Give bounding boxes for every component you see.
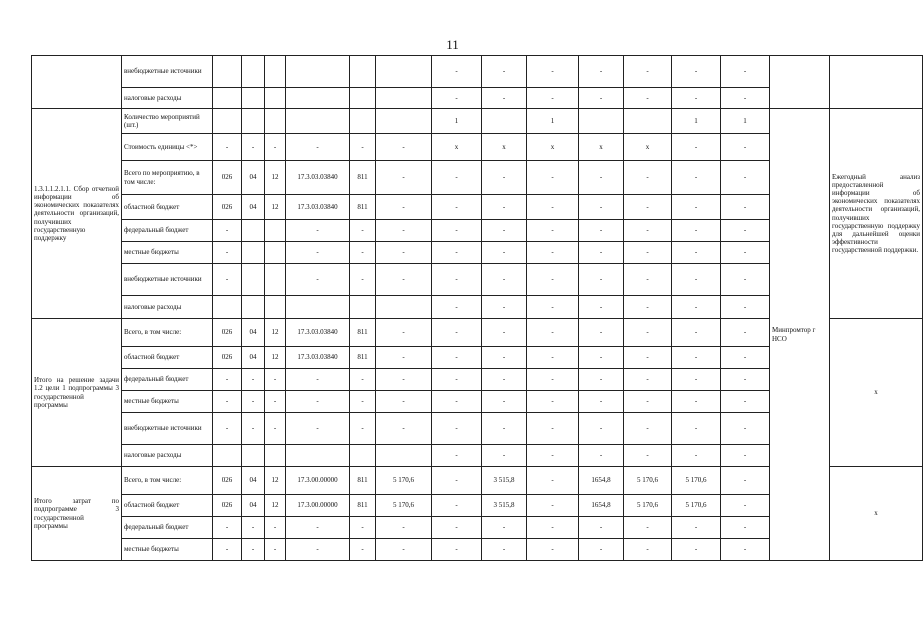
year-value-cell: -	[579, 242, 624, 264]
code-cell: -	[213, 413, 242, 445]
code-cell: -	[242, 134, 265, 161]
year-value-cell: -	[482, 539, 527, 561]
year-value-cell: -	[624, 264, 672, 296]
year-value-cell: -	[672, 413, 721, 445]
year-value-cell: 5 170,6	[672, 467, 721, 495]
year-value-cell: x	[579, 134, 624, 161]
code-cell: -	[213, 242, 242, 264]
year-value-cell: -	[482, 88, 527, 109]
year-value-cell	[482, 109, 527, 134]
code-cell: 811	[350, 347, 376, 369]
executor-cell	[770, 56, 830, 109]
code-cell: 026	[213, 195, 242, 220]
year-value-cell: -	[721, 161, 770, 195]
code-cell: 12	[265, 195, 286, 220]
code-cell: -	[265, 134, 286, 161]
code-cell: -	[376, 161, 432, 195]
code-cell: 811	[350, 319, 376, 347]
code-cell: 811	[350, 495, 376, 517]
code-cell: -	[350, 220, 376, 242]
indicator-label: областной бюджет	[122, 195, 213, 220]
year-value-cell: -	[579, 369, 624, 391]
year-value-cell: -	[721, 369, 770, 391]
year-value-cell: -	[579, 264, 624, 296]
code-cell	[213, 56, 242, 88]
indicator-label: Количество мероприятий (шт.)	[122, 109, 213, 134]
code-cell: -	[376, 539, 432, 561]
code-cell: 811	[350, 195, 376, 220]
code-cell: 17.3.03.03840	[286, 319, 350, 347]
code-cell: -	[286, 134, 350, 161]
year-value-cell: -	[624, 369, 672, 391]
result-cell: Ежегодный анализ предоставленной информации об экономических показателях деятельности организаций, получивших государственную поддержку для дальнейшей оценки эффективности государственной поддержки.	[830, 109, 923, 319]
year-value-cell: -	[432, 369, 482, 391]
code-cell: -	[376, 319, 432, 347]
code-cell: 12	[265, 467, 286, 495]
year-value-cell: 5 170,6	[624, 467, 672, 495]
code-cell	[286, 445, 350, 467]
code-cell: -	[376, 347, 432, 369]
year-value-cell: -	[482, 296, 527, 319]
year-value-cell: -	[482, 195, 527, 220]
year-value-cell: 5 170,6	[672, 495, 721, 517]
year-value-cell: -	[432, 242, 482, 264]
code-cell	[286, 296, 350, 319]
year-value-cell: -	[482, 242, 527, 264]
year-value-cell: -	[721, 467, 770, 495]
year-value-cell: -	[527, 517, 579, 539]
year-value-cell: -	[624, 242, 672, 264]
measure-name-cell: Итого затрат по подпрограмме 3 государственной программы	[32, 467, 122, 561]
code-cell: -	[213, 391, 242, 413]
year-value-cell: -	[432, 445, 482, 467]
year-value-cell: x	[482, 134, 527, 161]
code-cell	[265, 88, 286, 109]
year-value-cell: -	[579, 88, 624, 109]
code-cell: -	[376, 195, 432, 220]
code-cell	[242, 445, 265, 467]
year-value-cell: -	[672, 296, 721, 319]
year-value-cell: -	[482, 220, 527, 242]
code-cell	[286, 56, 350, 88]
code-cell: -	[213, 517, 242, 539]
year-value-cell: -	[432, 495, 482, 517]
year-value-cell: -	[482, 347, 527, 369]
year-value-cell: -	[672, 319, 721, 347]
budget-table	[31, 55, 923, 561]
code-cell: -	[376, 220, 432, 242]
year-value-cell: -	[579, 391, 624, 413]
year-value-cell: -	[432, 161, 482, 195]
code-cell: -	[213, 264, 242, 296]
code-cell: -	[350, 134, 376, 161]
result-cell	[830, 56, 923, 109]
code-cell	[350, 56, 376, 88]
indicator-label: местные бюджеты	[122, 539, 213, 561]
year-value-cell: -	[527, 495, 579, 517]
code-cell: -	[242, 539, 265, 561]
code-cell: 12	[265, 161, 286, 195]
year-value-cell: -	[527, 445, 579, 467]
code-cell: 026	[213, 319, 242, 347]
year-value-cell: -	[624, 517, 672, 539]
year-value-cell: x	[432, 134, 482, 161]
year-value-cell: -	[432, 347, 482, 369]
year-value-cell: -	[624, 319, 672, 347]
code-cell: -	[286, 517, 350, 539]
code-cell	[242, 296, 265, 319]
code-cell: 04	[242, 319, 265, 347]
year-value-cell: -	[527, 161, 579, 195]
code-cell	[376, 88, 432, 109]
code-cell	[265, 220, 286, 242]
year-value-cell: -	[527, 56, 579, 88]
code-cell: 17.3.00.00000	[286, 467, 350, 495]
code-cell: -	[376, 264, 432, 296]
year-value-cell: -	[624, 445, 672, 467]
indicator-label: внебюджетные источники	[122, 264, 213, 296]
code-cell	[376, 445, 432, 467]
code-cell	[213, 109, 242, 134]
code-cell: 04	[242, 495, 265, 517]
year-value-cell: -	[672, 56, 721, 88]
indicator-label: федеральный бюджет	[122, 220, 213, 242]
year-value-cell: -	[672, 264, 721, 296]
year-value-cell: -	[721, 445, 770, 467]
code-cell: -	[350, 539, 376, 561]
indicator-label: Всего, в том числе:	[122, 319, 213, 347]
year-value-cell: -	[579, 56, 624, 88]
measure-name-cell	[32, 56, 122, 109]
code-cell: -	[265, 369, 286, 391]
year-value-cell: 1	[672, 109, 721, 134]
year-value-cell: -	[672, 88, 721, 109]
code-cell: -	[242, 517, 265, 539]
year-value-cell: -	[624, 391, 672, 413]
year-value-cell: -	[432, 539, 482, 561]
year-value-cell: -	[721, 195, 770, 220]
code-cell: 026	[213, 495, 242, 517]
code-cell: -	[265, 539, 286, 561]
code-cell: -	[286, 413, 350, 445]
code-cell	[265, 109, 286, 134]
code-cell	[350, 445, 376, 467]
year-value-cell: -	[527, 88, 579, 109]
year-value-cell: -	[721, 319, 770, 347]
code-cell: -	[213, 369, 242, 391]
code-cell: -	[242, 391, 265, 413]
year-value-cell: 3 515,8	[482, 495, 527, 517]
code-cell: 811	[350, 161, 376, 195]
year-value-cell: -	[721, 220, 770, 242]
code-cell: -	[213, 220, 242, 242]
year-value-cell: -	[721, 134, 770, 161]
year-value-cell: -	[432, 195, 482, 220]
code-cell	[265, 296, 286, 319]
executor-cell: Минпромтор г НСО	[770, 109, 830, 561]
code-cell	[286, 109, 350, 134]
code-cell: -	[350, 391, 376, 413]
code-cell: -	[265, 391, 286, 413]
year-value-cell: -	[721, 347, 770, 369]
code-cell	[376, 296, 432, 319]
year-value-cell: -	[672, 539, 721, 561]
year-value-cell: -	[482, 445, 527, 467]
measure-name-cell: 1.3.1.1.2.1.1. Сбор отчетной информации об экономических показателях деятельности организаций, получивших государственную поддержку	[32, 109, 122, 319]
year-value-cell: -	[624, 347, 672, 369]
code-cell: 04	[242, 161, 265, 195]
code-cell: -	[376, 391, 432, 413]
year-value-cell: -	[579, 319, 624, 347]
code-cell	[265, 242, 286, 264]
indicator-label: местные бюджеты	[122, 391, 213, 413]
code-cell: -	[350, 264, 376, 296]
code-cell: -	[376, 517, 432, 539]
year-value-cell: -	[579, 539, 624, 561]
code-cell: 026	[213, 161, 242, 195]
year-value-cell: -	[721, 391, 770, 413]
code-cell	[286, 88, 350, 109]
indicator-label: местные бюджеты	[122, 242, 213, 264]
year-value-cell: -	[527, 347, 579, 369]
code-cell: 5 170,6	[376, 495, 432, 517]
indicator-label: Стоимость единицы <*>	[122, 134, 213, 161]
year-value-cell: -	[482, 319, 527, 347]
year-value-cell: 1	[432, 109, 482, 134]
indicator-label: областной бюджет	[122, 347, 213, 369]
code-cell: -	[242, 413, 265, 445]
indicator-label: федеральный бюджет	[122, 517, 213, 539]
year-value-cell: -	[624, 88, 672, 109]
year-value-cell: -	[672, 391, 721, 413]
code-cell	[242, 242, 265, 264]
year-value-cell: -	[579, 445, 624, 467]
page-number: 11	[446, 37, 459, 52]
indicator-label: налоговые расходы	[122, 445, 213, 467]
year-value-cell: -	[721, 296, 770, 319]
year-value-cell: -	[432, 264, 482, 296]
year-value-cell: -	[527, 242, 579, 264]
table-row	[32, 109, 923, 134]
year-value-cell: -	[579, 347, 624, 369]
code-cell	[265, 264, 286, 296]
code-cell	[213, 296, 242, 319]
code-cell: 026	[213, 347, 242, 369]
code-cell	[265, 56, 286, 88]
code-cell: -	[286, 369, 350, 391]
year-value-cell: x	[527, 134, 579, 161]
year-value-cell: 3 515,8	[482, 467, 527, 495]
year-value-cell: -	[432, 517, 482, 539]
year-value-cell	[579, 109, 624, 134]
code-cell: 12	[265, 495, 286, 517]
year-value-cell: -	[624, 413, 672, 445]
code-cell: 026	[213, 467, 242, 495]
code-cell	[242, 88, 265, 109]
year-value-cell: -	[432, 220, 482, 242]
code-cell: -	[286, 391, 350, 413]
year-value-cell: -	[432, 413, 482, 445]
code-cell: -	[376, 369, 432, 391]
year-value-cell: -	[432, 391, 482, 413]
code-cell	[242, 264, 265, 296]
code-cell	[213, 88, 242, 109]
indicator-label: внебюджетные источники	[122, 56, 213, 88]
code-cell	[376, 109, 432, 134]
code-cell: -	[265, 517, 286, 539]
year-value-cell: -	[527, 539, 579, 561]
year-value-cell: 5 170,6	[624, 495, 672, 517]
year-value-cell: -	[624, 56, 672, 88]
year-value-cell: -	[579, 413, 624, 445]
code-cell: 04	[242, 467, 265, 495]
code-cell: 811	[350, 467, 376, 495]
year-value-cell: -	[721, 56, 770, 88]
indicator-label: федеральный бюджет	[122, 369, 213, 391]
year-value-cell: -	[721, 264, 770, 296]
year-value-cell: -	[482, 517, 527, 539]
year-value-cell: -	[721, 517, 770, 539]
code-cell: -	[350, 413, 376, 445]
code-cell: -	[213, 134, 242, 161]
code-cell	[350, 109, 376, 134]
year-value-cell: -	[579, 517, 624, 539]
year-value-cell: -	[527, 220, 579, 242]
year-value-cell: 1	[721, 109, 770, 134]
code-cell: -	[350, 517, 376, 539]
year-value-cell: -	[527, 413, 579, 445]
year-value-cell: -	[432, 467, 482, 495]
year-value-cell: -	[527, 319, 579, 347]
year-value-cell: 1654,8	[579, 495, 624, 517]
year-value-cell: -	[624, 195, 672, 220]
code-cell	[350, 88, 376, 109]
indicator-label: налоговые расходы	[122, 88, 213, 109]
result-cell: x	[830, 319, 923, 467]
code-cell	[213, 445, 242, 467]
code-cell: -	[286, 242, 350, 264]
year-value-cell: 1	[527, 109, 579, 134]
year-value-cell: -	[579, 161, 624, 195]
year-value-cell: x	[624, 134, 672, 161]
year-value-cell: -	[624, 296, 672, 319]
year-value-cell: -	[721, 495, 770, 517]
code-cell: -	[286, 539, 350, 561]
code-cell: 04	[242, 347, 265, 369]
code-cell: 17.3.00.00000	[286, 495, 350, 517]
year-value-cell: -	[721, 413, 770, 445]
code-cell	[242, 109, 265, 134]
year-value-cell: -	[527, 296, 579, 319]
code-cell	[350, 296, 376, 319]
year-value-cell: -	[672, 134, 721, 161]
year-value-cell: -	[527, 264, 579, 296]
year-value-cell: -	[672, 161, 721, 195]
year-value-cell: -	[624, 220, 672, 242]
year-value-cell: -	[432, 88, 482, 109]
year-value-cell: -	[482, 264, 527, 296]
table-row	[32, 56, 923, 88]
year-value-cell	[624, 109, 672, 134]
indicator-label: областной бюджет	[122, 495, 213, 517]
indicator-label: внебюджетные источники	[122, 413, 213, 445]
code-cell: -	[265, 413, 286, 445]
year-value-cell: -	[432, 319, 482, 347]
year-value-cell: -	[721, 539, 770, 561]
year-value-cell: -	[482, 161, 527, 195]
year-value-cell: -	[672, 220, 721, 242]
year-value-cell: -	[672, 445, 721, 467]
code-cell: 04	[242, 195, 265, 220]
year-value-cell: -	[721, 242, 770, 264]
indicator-label: налоговые расходы	[122, 296, 213, 319]
code-cell: 17.3.03.03840	[286, 161, 350, 195]
code-cell: -	[376, 134, 432, 161]
year-value-cell: -	[579, 296, 624, 319]
code-cell: -	[350, 369, 376, 391]
code-cell: -	[376, 242, 432, 264]
code-cell: -	[286, 264, 350, 296]
year-value-cell: -	[527, 391, 579, 413]
year-value-cell: -	[672, 369, 721, 391]
year-value-cell: -	[482, 391, 527, 413]
year-value-cell: -	[432, 56, 482, 88]
code-cell: 12	[265, 319, 286, 347]
code-cell: -	[350, 242, 376, 264]
code-cell: 5 170,6	[376, 467, 432, 495]
code-cell	[242, 56, 265, 88]
year-value-cell: -	[624, 161, 672, 195]
measure-name-cell: Итого на решение задачи 1.2 цели 1 подпрограммы 3 государственной программы	[32, 319, 122, 467]
code-cell: -	[213, 539, 242, 561]
year-value-cell: -	[672, 195, 721, 220]
year-value-cell: -	[672, 347, 721, 369]
code-cell: -	[242, 369, 265, 391]
code-cell: 12	[265, 347, 286, 369]
indicator-label: Всего, в том числе:	[122, 467, 213, 495]
year-value-cell: -	[527, 467, 579, 495]
year-value-cell: 1654,8	[579, 467, 624, 495]
code-cell: -	[286, 220, 350, 242]
code-cell	[242, 220, 265, 242]
year-value-cell: -	[527, 369, 579, 391]
year-value-cell: -	[672, 242, 721, 264]
code-cell: 17.3.03.03840	[286, 347, 350, 369]
year-value-cell: -	[482, 56, 527, 88]
year-value-cell: -	[721, 88, 770, 109]
year-value-cell: -	[527, 195, 579, 220]
result-cell: x	[830, 467, 923, 561]
year-value-cell: -	[672, 517, 721, 539]
code-cell	[265, 445, 286, 467]
year-value-cell: -	[432, 296, 482, 319]
indicator-label: Всего по мероприятию, в том числе:	[122, 161, 213, 195]
year-value-cell: -	[579, 220, 624, 242]
year-value-cell: -	[482, 369, 527, 391]
code-cell: 17.3.03.03840	[286, 195, 350, 220]
year-value-cell: -	[579, 195, 624, 220]
code-cell	[376, 56, 432, 88]
code-cell: -	[376, 413, 432, 445]
year-value-cell: -	[624, 539, 672, 561]
year-value-cell: -	[482, 413, 527, 445]
